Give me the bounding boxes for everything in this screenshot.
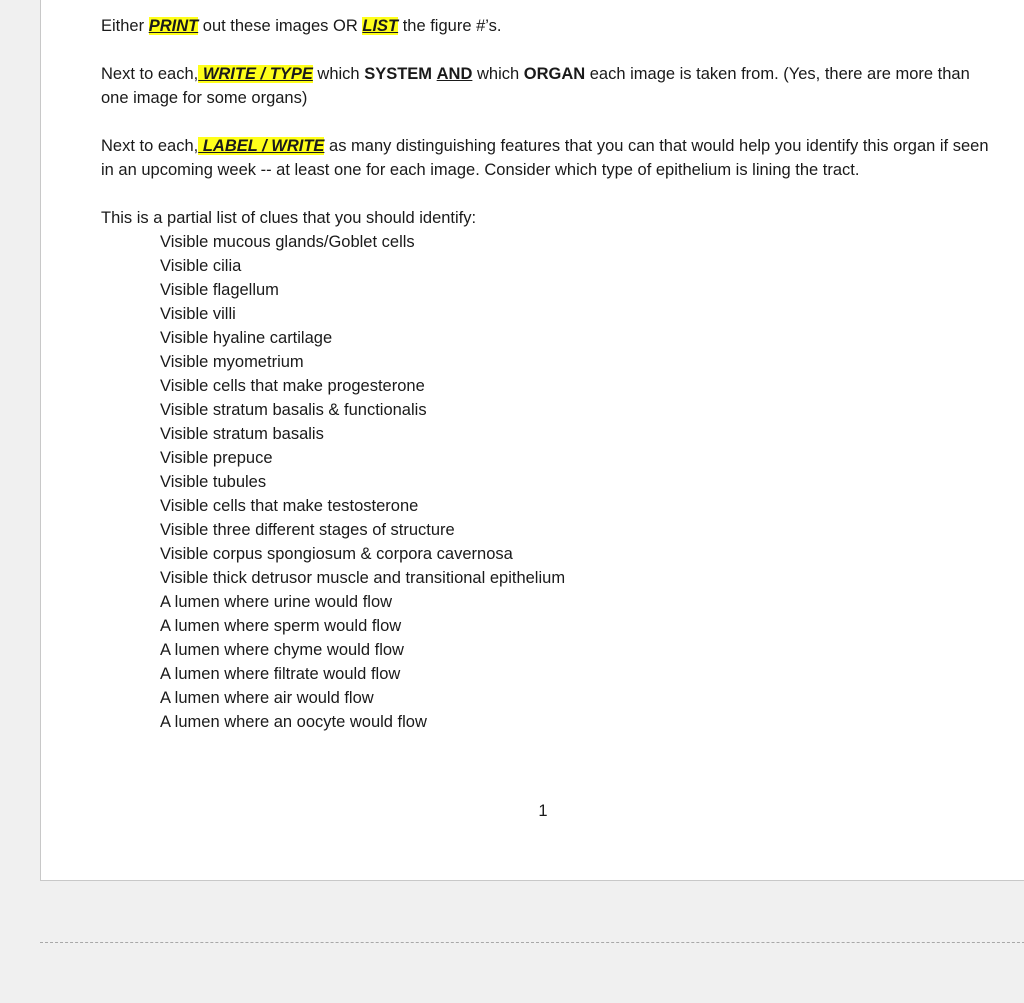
text-run: each image is taken from. (Yes, there are more than one image for some organs) xyxy=(101,65,970,107)
highlight-list: LIST xyxy=(362,17,399,35)
page-number: 1 xyxy=(538,802,548,820)
text-run: out these images OR xyxy=(198,17,363,35)
text-run: Either xyxy=(101,17,149,35)
clue-item: Visible villi xyxy=(160,305,236,323)
page-break-divider xyxy=(40,942,1024,943)
clue-item: A lumen where chyme would flow xyxy=(160,641,404,659)
text-run: Next to each, xyxy=(101,65,199,83)
text-run: Next to each, xyxy=(101,137,199,155)
clue-item: Visible stratum basalis xyxy=(160,425,324,443)
document-page xyxy=(40,0,1024,881)
text-run: which xyxy=(312,65,365,83)
clue-item: Visible flagellum xyxy=(160,281,279,299)
clue-item: Visible stratum basalis & functionalis xyxy=(160,401,427,419)
bold-system: SYSTEM xyxy=(364,65,433,83)
instruction-label-features xyxy=(101,134,991,182)
document-body xyxy=(101,14,991,734)
instruction-print-or-list xyxy=(101,14,991,38)
clue-item: Visible cells that make testosterone xyxy=(160,497,419,515)
text-run: the figure #’s. xyxy=(398,17,502,35)
bold-organ: ORGAN xyxy=(523,65,586,83)
highlight-write-type: WRITE / TYPE xyxy=(198,65,313,83)
clue-item: Visible tubules xyxy=(160,473,267,491)
text-run: which xyxy=(472,65,524,83)
instruction-write-system-organ xyxy=(101,62,991,110)
text-run: as many distinguishing features that you can that would help you identify this organ if seen in an upcoming week -- at least one for each image. Consider which type of epithelium is lining the tract. xyxy=(101,137,989,179)
clue-item: Visible thick detrusor muscle and transitional epithelium xyxy=(160,569,566,587)
clue-item: Visible corpus spongiosum & corpora cavernosa xyxy=(160,545,513,563)
clue-item: Visible three different stages of structure xyxy=(160,521,455,539)
clue-item: Visible cells that make progesterone xyxy=(160,377,425,395)
clue-list xyxy=(101,230,991,734)
clue-item: Visible hyaline cartilage xyxy=(160,329,333,347)
clue-item: Visible myometrium xyxy=(160,353,304,371)
highlight-label-write: LABEL / WRITE xyxy=(198,137,325,155)
bold-and: AND xyxy=(436,65,473,83)
highlight-print: PRINT xyxy=(148,17,199,35)
clue-item: Visible cilia xyxy=(160,257,242,275)
clue-item: A lumen where sperm would flow xyxy=(160,617,402,635)
clue-item: A lumen where urine would flow xyxy=(160,593,393,611)
clues-intro: This is a partial list of clues that you should identify: xyxy=(101,209,477,227)
clue-item: Visible mucous glands/Goblet cells xyxy=(160,233,415,251)
clue-item: A lumen where air would flow xyxy=(160,689,374,707)
clue-item: Visible prepuce xyxy=(160,449,273,467)
clue-item: A lumen where an oocyte would flow xyxy=(160,713,427,731)
clue-item: A lumen where filtrate would flow xyxy=(160,665,401,683)
